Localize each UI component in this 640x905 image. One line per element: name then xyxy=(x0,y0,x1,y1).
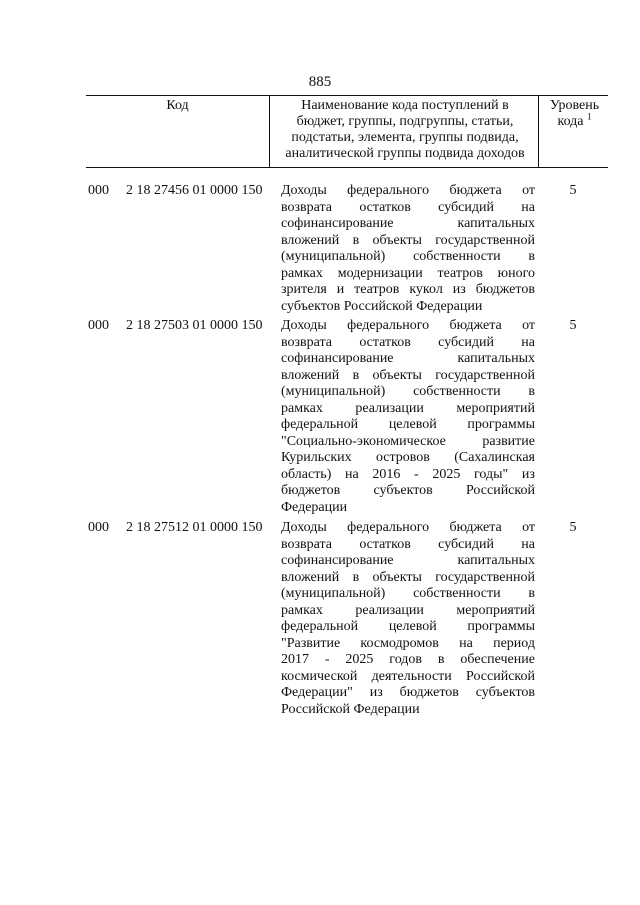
income-name-word: рамках xyxy=(281,602,323,618)
income-name-word: годов xyxy=(389,652,423,667)
income-name-word: развитие xyxy=(482,433,535,449)
income-name-line xyxy=(281,467,535,484)
income-name-word: рамках xyxy=(281,400,323,416)
income-name-word: 2016 xyxy=(372,466,401,482)
income-name-word: объекты xyxy=(372,569,422,585)
income-name-line xyxy=(281,200,535,217)
income-name-word: возврата xyxy=(281,334,333,350)
income-name-line xyxy=(281,266,535,283)
header-name-line: бюджет, группы, подгруппы, статьи, xyxy=(296,114,514,129)
income-name-word: островов xyxy=(375,450,430,465)
income-name-word: (муниципальной) xyxy=(281,586,386,601)
header-divider xyxy=(269,96,270,167)
income-name-word: на xyxy=(521,199,535,215)
income-name-word: космодромов xyxy=(360,635,439,651)
income-name-word: на xyxy=(459,635,473,651)
income-name-word: в xyxy=(528,586,535,601)
income-name-line xyxy=(281,586,535,603)
income-name-word: область) xyxy=(281,466,332,482)
income-name-word: из xyxy=(369,685,383,700)
income-name-word: Федерации" xyxy=(281,685,353,700)
income-name-word: капитальных xyxy=(457,553,535,568)
income-name-word: юного xyxy=(497,265,535,281)
income-name-word: (муниципальной) xyxy=(281,249,386,264)
income-name-line xyxy=(281,603,535,620)
income-name-word: государственной xyxy=(435,232,535,248)
header-code-label: Код xyxy=(166,98,189,113)
income-name-word: Федерации xyxy=(281,499,348,515)
income-name-word: обеспечение xyxy=(460,652,535,667)
income-name-word: капитальных xyxy=(457,216,535,231)
income-name-word: остатков xyxy=(359,334,411,350)
income-name-word: вложений xyxy=(281,367,340,383)
income-name-word: бюджета xyxy=(449,183,502,198)
income-name-word: субсидий xyxy=(438,536,494,552)
income-name-word: "Развитие xyxy=(281,635,341,651)
header-level-line: Уровень xyxy=(549,98,600,113)
income-name-line xyxy=(281,500,535,517)
income-name-line xyxy=(281,434,535,451)
income-name-word: целевой xyxy=(388,417,437,432)
income-code: 2 18 27512 01 0000 150 xyxy=(126,520,263,535)
income-name-word: 2017 xyxy=(281,652,309,667)
income-name-word: на xyxy=(521,536,535,552)
income-name-word: модернизации xyxy=(337,265,423,281)
income-name-word: из xyxy=(452,282,466,297)
income-name-word: театров xyxy=(354,282,400,297)
income-name-line xyxy=(281,282,535,299)
income-name-line xyxy=(281,450,535,467)
admin-code: 000 xyxy=(88,183,109,198)
income-name-word: от xyxy=(522,520,535,535)
income-name-line xyxy=(281,520,535,537)
income-name-word: в xyxy=(437,652,445,667)
income-name-word: в xyxy=(528,249,535,264)
income-name-word: возврата xyxy=(281,536,333,552)
page-number: 885 xyxy=(308,74,332,90)
income-name-word: субсидий xyxy=(438,199,494,215)
income-name-word: Российской Федерации xyxy=(281,701,420,717)
income-name-line xyxy=(281,216,535,233)
income-name-line xyxy=(281,636,535,653)
income-name-word: космической xyxy=(281,668,358,684)
income-name-word: государственной xyxy=(435,569,535,585)
income-name-line xyxy=(281,619,535,636)
income-name-word: (Сахалинская xyxy=(454,450,535,465)
income-name-line xyxy=(281,537,535,554)
income-name-word: остатков xyxy=(359,199,411,215)
income-name-word: Российской xyxy=(466,668,535,684)
income-name-word: софинансирование xyxy=(281,351,394,366)
income-name-word: собственности xyxy=(413,249,501,264)
income-name-word: субъектов xyxy=(475,685,535,700)
code-level: 5 xyxy=(569,520,577,535)
income-name-word: годы" xyxy=(474,466,509,482)
income-name-word: - xyxy=(324,652,330,667)
income-name-line xyxy=(281,335,535,352)
income-name-word: федерального xyxy=(347,520,430,535)
income-name-word: деятельности xyxy=(371,668,452,684)
income-name-word: федеральной xyxy=(281,619,359,634)
income-name-line xyxy=(281,384,535,401)
income-name-line xyxy=(281,685,535,702)
income-name-word: зрителя xyxy=(281,282,327,297)
income-name-word: Доходы xyxy=(281,183,327,198)
income-name-word: кукол xyxy=(409,282,443,297)
header-level xyxy=(541,98,608,130)
income-name-word: - xyxy=(414,466,419,482)
income-name-word: софинансирование xyxy=(281,216,394,231)
income-name-word: (муниципальной) xyxy=(281,384,386,399)
income-name-word: вложений xyxy=(281,569,340,585)
income-name-word: мероприятий xyxy=(456,602,535,618)
income-name-line xyxy=(281,368,535,385)
income-name-word: субъектов Российской Федерации xyxy=(281,298,483,314)
income-name xyxy=(281,318,535,516)
header-code xyxy=(86,98,269,114)
income-name-word: вложений xyxy=(281,232,340,248)
income-name-line xyxy=(281,401,535,418)
income-name-line xyxy=(281,249,535,266)
header-level-label: кода xyxy=(557,114,584,129)
code-level: 5 xyxy=(569,183,577,198)
income-name-word: субъектов xyxy=(373,483,433,498)
admin-code: 000 xyxy=(88,318,109,333)
income-name-line xyxy=(281,417,535,434)
income-name-word: рамках xyxy=(281,265,323,281)
income-name-word: целевой xyxy=(388,619,437,634)
income-name-word: в xyxy=(352,232,360,248)
income-name-word: "Социально-экономическое xyxy=(281,433,446,449)
income-code: 2 18 27456 01 0000 150 xyxy=(126,183,263,198)
income-name-word: и xyxy=(336,282,345,297)
income-name-word: собственности xyxy=(413,586,501,601)
income-name-word: бюджетов xyxy=(475,282,535,297)
income-name-word: бюджета xyxy=(449,318,502,333)
income-name-word: Доходы xyxy=(281,318,327,333)
header-name-line: аналитической группы подвида доходов xyxy=(285,146,525,161)
income-name-word: в xyxy=(352,367,360,383)
income-name-word: в xyxy=(352,569,360,585)
income-name-word: софинансирование xyxy=(281,553,394,568)
income-name-word: федерального xyxy=(347,183,430,198)
income-name-word: бюджетов xyxy=(281,483,341,498)
admin-code: 000 xyxy=(88,520,109,535)
income-name-word: реализации xyxy=(355,602,424,618)
income-name-word: бюджета xyxy=(449,520,502,535)
table-header xyxy=(86,95,608,168)
income-name-word: субсидий xyxy=(438,334,494,350)
income-name-word: объекты xyxy=(372,367,422,383)
income-name-line xyxy=(281,351,535,368)
income-name-word: капитальных xyxy=(457,351,535,366)
income-name-word: на xyxy=(521,334,535,350)
income-name-word: федерального xyxy=(347,318,430,333)
income-name-word: театров xyxy=(437,265,483,281)
income-name-word: период xyxy=(493,635,535,651)
header-name xyxy=(272,98,538,162)
income-name-line xyxy=(281,318,535,335)
income-name-word: остатков xyxy=(359,536,411,552)
header-divider xyxy=(538,96,539,167)
header-name-line: Наименование кода поступлений в xyxy=(301,98,509,113)
income-name-line xyxy=(281,299,535,316)
income-name-word: в xyxy=(528,384,535,399)
income-code: 2 18 27503 01 0000 150 xyxy=(126,318,263,333)
income-name-word: Российской xyxy=(465,483,535,498)
header-level-line xyxy=(541,111,608,130)
income-name-word: от xyxy=(522,183,535,198)
income-name-word: возврата xyxy=(281,199,333,215)
income-name-word: 2025 xyxy=(345,652,374,667)
income-name-line xyxy=(281,669,535,686)
income-name-word: программы xyxy=(467,619,535,634)
income-name-line xyxy=(281,483,535,500)
income-name-word: объекты xyxy=(372,232,422,248)
income-name-word: бюджетов xyxy=(399,685,459,700)
income-name-line xyxy=(281,652,535,669)
income-name-line xyxy=(281,702,535,719)
income-name-word: собственности xyxy=(413,384,501,399)
income-name-word: на xyxy=(345,466,359,482)
income-name-word: программы xyxy=(467,417,535,432)
header-name-line: подстатьи, элемента, группы подвида, xyxy=(291,130,519,145)
header-level-footnote: 1 xyxy=(587,111,592,122)
income-name-word: федеральной xyxy=(281,417,359,432)
income-name-line xyxy=(281,553,535,570)
income-name-word: Доходы xyxy=(281,520,327,535)
income-name xyxy=(281,183,535,315)
income-name-word: из xyxy=(521,466,535,482)
income-name-line xyxy=(281,233,535,250)
income-name-word: Курильских xyxy=(281,450,352,465)
income-name-word: государственной xyxy=(435,367,535,383)
income-name-line xyxy=(281,183,535,200)
income-name-word: от xyxy=(522,318,535,333)
code-level: 5 xyxy=(569,318,577,333)
income-name xyxy=(281,520,535,718)
income-name-line xyxy=(281,570,535,587)
income-name-word: мероприятий xyxy=(456,400,535,416)
income-name-word: 2025 xyxy=(432,466,461,482)
income-name-word: реализации xyxy=(355,400,424,416)
